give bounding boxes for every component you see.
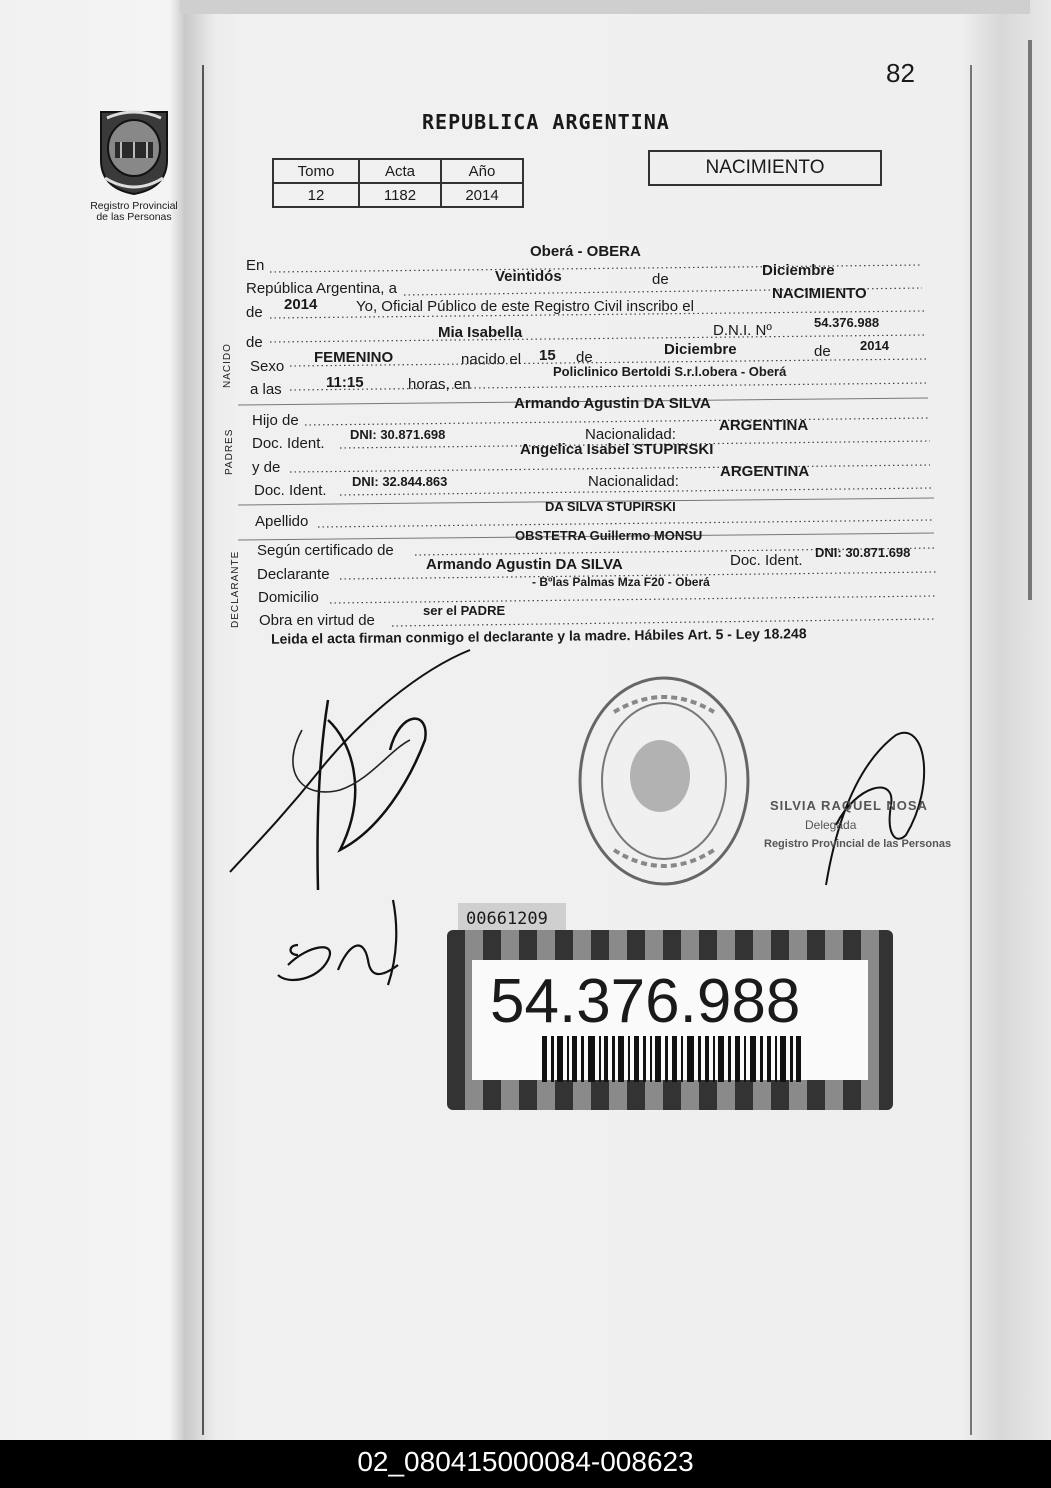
label-apellido: Apellido <box>255 513 309 530</box>
anio-value: 2014 <box>441 183 523 207</box>
side-label-padres: PADRES <box>224 428 235 475</box>
value-declarante-doc: DNI: 30.871.698 <box>815 545 911 560</box>
value-virtud: ser el PADRE <box>423 603 506 618</box>
label-en: En <box>246 257 265 274</box>
value-padre-doc: DNI: 30.871.698 <box>350 427 446 442</box>
tomo-header: Tomo <box>273 159 359 183</box>
value-padre-nac: ARGENTINA <box>719 417 809 434</box>
label-y-de: y de <box>252 459 281 476</box>
label-doc-ident-2: Doc. Ident. <box>254 482 327 499</box>
dni-stamp <box>447 930 893 1110</box>
label-de-1: de <box>652 271 669 288</box>
label-sexo: Sexo <box>250 358 285 375</box>
label-dni: D.N.I. Nº <box>713 322 772 339</box>
signature-declarante <box>220 630 520 910</box>
value-lugar: Policlinico Bertoldi S.r.l.obera - Oberá <box>553 364 787 379</box>
logo-caption: Registro Provincial de las Personas <box>90 200 178 223</box>
tomo-value: 12 <box>273 183 359 207</box>
scan-footer-id: 02_080415000084-008623 <box>0 1440 1051 1488</box>
value-madre: Angelica Isabel STUPIRSKI <box>520 441 714 458</box>
control-number: 00661209 <box>458 903 566 933</box>
label-declarante: Declarante <box>257 566 330 583</box>
anio-header: Año <box>441 159 523 183</box>
side-label-nacido: NACIDO <box>222 343 233 388</box>
document-title: REPUBLICA ARGENTINA <box>422 110 670 134</box>
label-doc-ident-3: Doc. Ident. <box>730 552 803 569</box>
value-certificado: OBSTETRA Guillermo MONSU <box>515 528 703 543</box>
value-nac-anio: 2014 <box>860 338 889 353</box>
value-mes: Diciembre <box>762 262 835 279</box>
value-dni: 54.376.988 <box>814 315 880 330</box>
value-domicilio: - Bºlas Palmas Mza F20 - Oberá <box>532 575 710 589</box>
label-nacido-el: nacido el <box>461 351 522 368</box>
value-acto: NACIMIENTO <box>772 285 867 302</box>
closing-text: Leida el acta firman conmigo el declarante y la madre. Hábiles Art. 5 - Ley 18.248 <box>270 625 807 647</box>
value-localidad: Oberá - OBERA <box>530 243 641 260</box>
label-segun: Según certificado de <box>257 542 394 559</box>
value-nombre: Mia Isabella <box>438 324 523 341</box>
value-apellido: DA SILVA STUPIRSKI <box>545 499 676 514</box>
label-de-2: de <box>246 304 263 321</box>
label-obra: Obra en virtud de <box>259 612 375 629</box>
label-de-3: de <box>246 334 263 351</box>
label-yo: Yo, Oficial Público de este Registro Civil inscribo el <box>356 298 694 315</box>
label-domicilio: Domicilio <box>258 589 319 606</box>
official-role: Delegada <box>805 818 857 832</box>
official-office: Registro Provincial de las Personas <box>764 838 952 850</box>
record-type-box: NACIMIENTO <box>648 150 882 186</box>
label-de-5: de <box>814 343 831 360</box>
label-hijo-de: Hijo de <box>252 412 299 429</box>
value-nac-mes: Diciembre <box>664 341 737 358</box>
value-declarante: Armando Agustin DA SILVA <box>426 556 623 573</box>
dni-stamp-inner <box>472 960 868 1080</box>
label-nacionalidad-2: Nacionalidad: <box>588 473 679 490</box>
value-nac-dia: 15 <box>539 347 556 364</box>
value-hora: 11:15 <box>326 374 364 391</box>
value-padre: Armando Agustin DA SILVA <box>514 395 711 412</box>
page-number: 82 <box>886 58 915 88</box>
official-name: SILVIA RAQUEL NOSA <box>770 798 928 813</box>
label-republica: República Argentina, a <box>246 280 397 297</box>
acta-value: 1182 <box>359 183 441 207</box>
label-nacionalidad-1: Nacionalidad: <box>585 426 676 443</box>
barcode-icon <box>542 1036 802 1082</box>
value-anio: 2014 <box>284 296 318 313</box>
value-sexo: FEMENINO <box>314 349 394 366</box>
official-seal-icon <box>574 672 754 890</box>
acta-header: Acta <box>359 159 441 183</box>
side-label-declarante: DECLARANTE <box>230 550 241 628</box>
label-doc-ident-1: Doc. Ident. <box>252 435 325 452</box>
label-a-las: a las <box>250 381 282 398</box>
value-dia-letras: Veintidós <box>495 268 562 285</box>
stamp-dni-number: 54.376.988 <box>490 967 801 1036</box>
value-madre-doc: DNI: 32.844.863 <box>352 474 448 489</box>
label-horas-en: horas, en <box>408 376 471 393</box>
label-de-4: de <box>576 349 593 366</box>
value-madre-nac: ARGENTINA <box>720 463 810 480</box>
signature-madre <box>268 885 438 995</box>
